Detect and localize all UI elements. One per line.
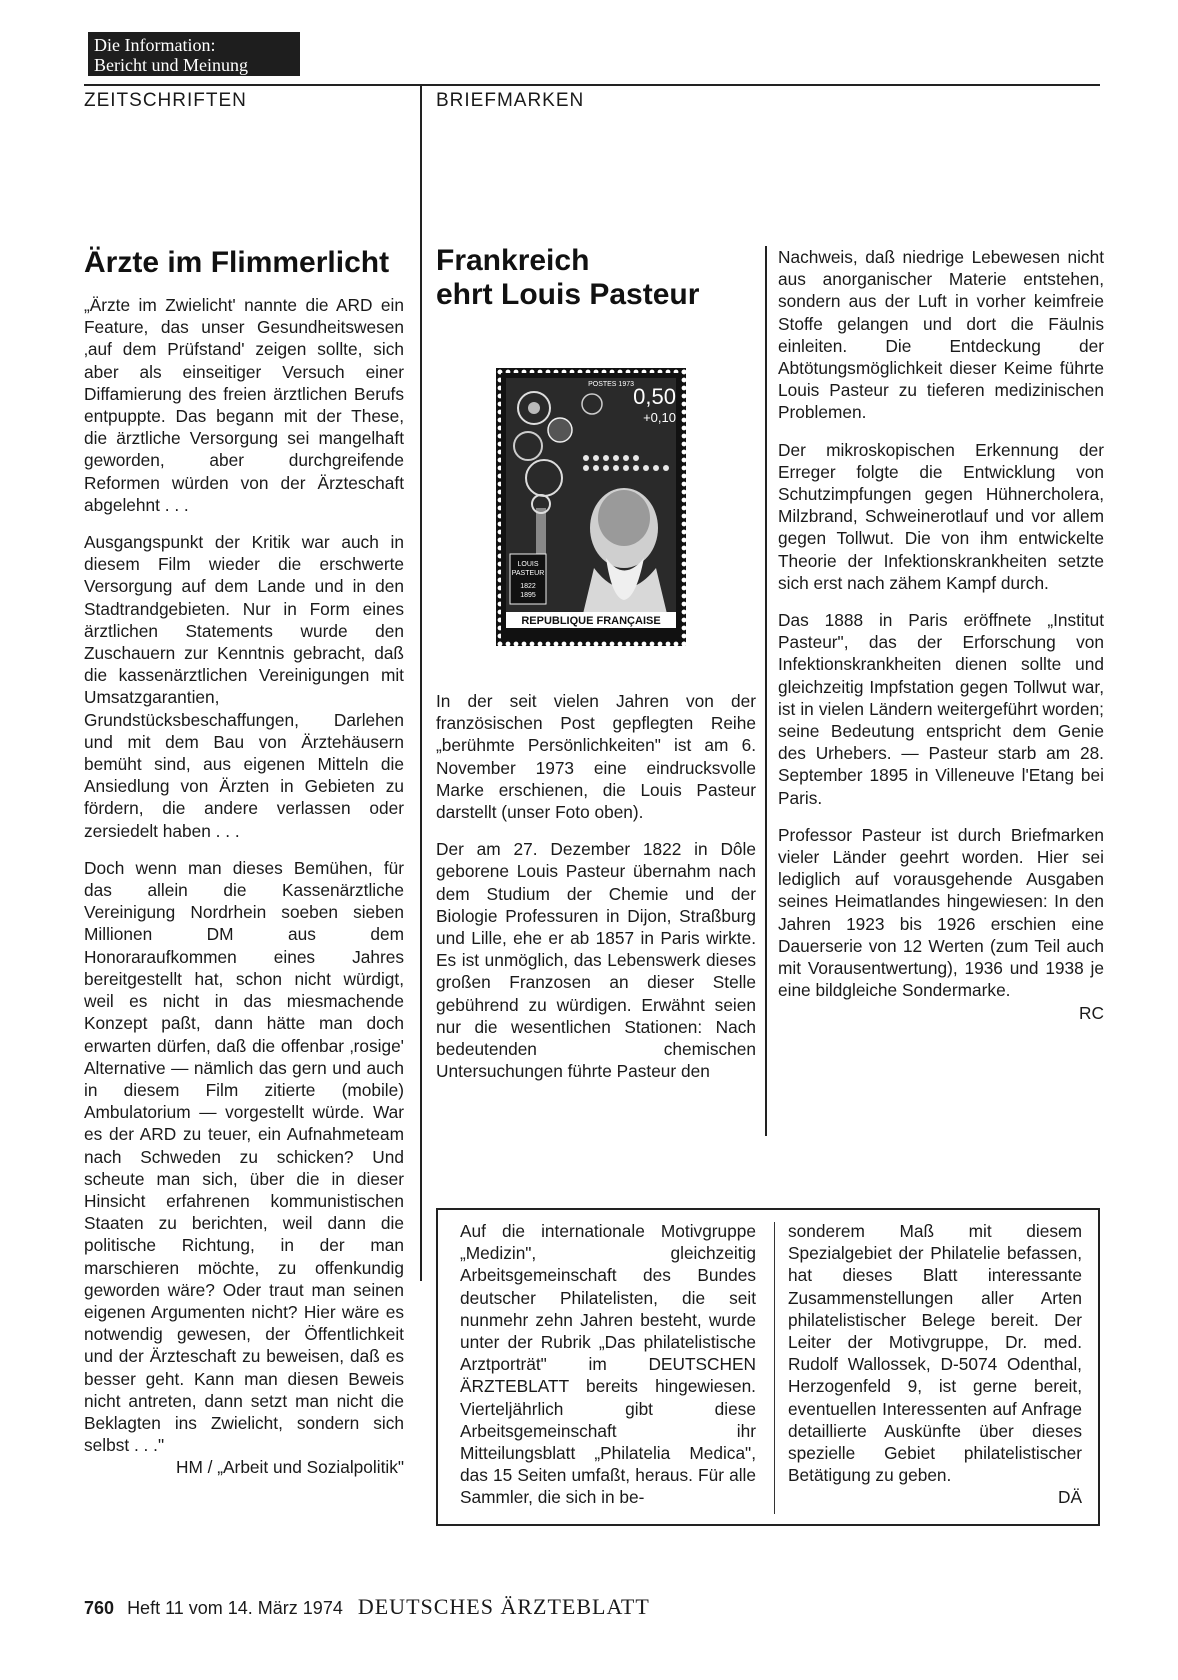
stamp-name-2: PASTEUR — [511, 570, 545, 577]
left-paragraph-2: Ausgangspunkt der Kritik war auch in diesem Film wieder die erschwerte Versorgung auf dem Lande und in den Stadtrandgebieten. Nur in Form eines ärztlichen Statements wurde den Zuschauern zur Kenntnis gebracht, daß die kassenärztlichen Vereinigungen mit Umsatzgarantien, Grundstücksbeschaffungen, Darlehen und mit dem Bau von Ärztehäusern bemüht sind, aus eigenen Mitteln die Ansiedlung von Ärzten in Gebieten zu fördern, die andere verlassen oder zersiedelt haben . . . — [84, 532, 404, 841]
page-footer — [84, 1594, 650, 1620]
info-box-signature: DÄ — [1057, 1487, 1082, 1508]
left-paragraph-3: Doch wenn man dieses Bemühen, für das allein die Kassenärztliche Vereinigung Nordrhein soeben sieben Millionen DM aus dem Honoraraufkommen eines Jahres bereitgestellt hat, schon nicht würdigt, weil es nicht in das miesmachende Konzept paßt, dann hätte man doch erwarten dürfen, daß die offenbar ‚rosige' Alternative — nämlich das gern und auch in diesem Film zitierte (mobile) Ambulatorium — vorgestellt würde. War es der ARD zu teuer, ein Aufnahmeteam nach Schweden zu schicken? Und scheute man sich, über die in dieser Hinsicht erfahrenen kommunistischen Staaten zu berichten, weil dann die politische Richtung, in der man marschieren möchte, zu offenkundig geworden wäre? Oder traut man seinen eigenen Argumenten nicht? Hier wäre es notwendig gewesen, der Öffentlichkeit und der Ärzteschaft zu beweisen, daß es besser geht. Kann man diesen Beweis nicht antreten, dann setzt man nicht die Beklagten ins Zwielicht, sondern sich selbst . . ." — [84, 857, 404, 1456]
pasteur-stamp-image — [496, 368, 686, 646]
left-byline: HM / „Arbeit und Sozialpolitik" — [176, 1457, 404, 1478]
right-paragraph-6: Professor Pasteur ist durch Briefmarken vieler Länder geehrt worden. Hier sei lediglich auf vorausgehende Ausgaben seines Heimatlandes hingewiesen: In den Jahren 1923 bis 1926 erschien eine Dauerserie von 12 Werten (zum Teil auch mit Vorausentwertung), 1936 und 1938 je eine bildgleiche Sondermarke. — [778, 824, 1104, 1001]
section-label-right: BRIEFMARKEN — [436, 90, 585, 111]
column-divider-right — [765, 246, 767, 1136]
badge-line-2: Bericht und Meinung — [94, 55, 248, 75]
stamp-value: 0,50 — [633, 384, 676, 409]
right-title-line-1: Frankreich — [436, 244, 590, 277]
right-article-col-3 — [778, 246, 1104, 1024]
section-label-left: ZEITSCHRIFTEN — [84, 90, 247, 111]
stamp-year-1: 1822 — [520, 583, 536, 590]
issue-info: Heft 11 vom 14. März 1974 — [127, 1598, 343, 1618]
magazine-name: DEUTSCHES ÄRZTEBLATT — [357, 1594, 650, 1619]
right-title-line-2: ehrt Louis Pasteur — [436, 278, 700, 311]
header-rule — [84, 84, 1100, 86]
right-paragraph-1: In der seit vielen Jahren von der französischen Post gepflegten Reihe „berühmte Persönlichkeiten" ist am 6. November 1973 eine eindrucksvolle Marke erschienen, die Louis Pasteur darstellt (unser Foto oben). — [436, 691, 756, 823]
left-article-title: Ärzte im Flimmerlicht — [84, 246, 390, 279]
info-box-text-2: sonderem Maß mit diesem Spezialgebiet der Philatelie befassen, hat dieses Blatt interessante Zusammenstellungen aller Arten philatelistischer Belege bereit. Der Leiter der Motivgruppe, Dr. med. Rudolf Wallossek, D-5074 Odenthal, Herzogenfeld 9, ist gerne bereit, eventuellen Interessenten auf Anfrage detaillierte Auskünfte über dieses spezielle Gebiet philatelistischer Betätigung zu geben. — [788, 1221, 1082, 1486]
stamp-surcharge: +0,10 — [643, 410, 676, 425]
page-number: 760 — [84, 1598, 115, 1618]
right-paragraph-3: Nachweis, daß niedrige Lebewesen nicht aus anorganischer Materie entstehen, sondern aus der Luft in vorher keimfreie Stoffe gelangen und dort die Fäulnis einleiten. Die Entdeckung der Abtötungsmöglichkeit dieser Keime führte Louis Pasteur zu tieferen medizinischen Problemen. — [778, 247, 1104, 423]
section-badge — [88, 32, 300, 76]
right-paragraph-2: Der am 27. Dezember 1822 in Dôle geborene Louis Pasteur übernahm nach dem Studium der Chemie und der Biologie Professuren in Dijon, Straßburg und Lille, ehe er ab 1857 in Paris wirkte. Es ist unmöglich, das Lebenswerk dieses großen Franzosen an dieser Stelle gebührend zu würdigen. Erwähnt seien nur die wesentlichen Stationen: Nach bedeutenden chemischen Untersuchungen führte Pasteur den — [436, 839, 756, 1082]
right-paragraph-5: Das 1888 in Paris eröffnete „Institut Pasteur", das der Erforschung von Infektionskrankheiten dienen sollte und gleichzeitig Impfstation gegen Tollwut war, ist in vielen Ländern weitergeführt worden; seine Bedeutung entspricht dem Genie des Urhebers. — Pasteur starb am 28. September 1895 in Villeneuve l'Etang bei Paris. — [778, 610, 1104, 808]
stamp-label-top: POSTES 1973 — [588, 381, 634, 388]
right-signature: RC — [1079, 1002, 1104, 1023]
stamp-year-2: 1895 — [520, 592, 536, 599]
right-article-title — [436, 244, 726, 312]
info-box-col-1 — [460, 1220, 756, 1509]
right-article-col-2 — [436, 690, 756, 1097]
column-divider — [420, 86, 422, 1281]
info-box-text-1: Auf die internationale Motivgruppe „Medizin", gleichzeitig Arbeitsgemeinschaft des Bundes deutscher Philatelisten, die seit nunmehr zehn Jahren besteht, wurde unter der Rubrik „Das philatelistische Arztporträt" im DEUTSCHEN ÄRZTEBLATT bereits hingewiesen. Vierteljährlich gibt diese Arbeitsgemeinschaft ihr Mitteilungsblatt „Philatelia Medica", das 15 Seiten umfaßt, heraus. Für alle Sammler, die sich in be- — [460, 1221, 756, 1508]
left-article-body — [84, 294, 404, 1479]
badge-line-1: Die Information: — [94, 35, 216, 55]
left-paragraph-1: „Ärzte im Zwielicht' nannte die ARD ein Feature, das unser Gesundheitswesen ‚auf dem Prüfstand' zeigen sollte, sich aber als einseitiger Versuch einer Diffamierung des freien ärztlichen Berufs entpuppte. Das begann mit der These, die ärztliche Versorgung sei mangelhaft geworden, aber durchgreifende Reformen würden von der Ärzteschaft abgelehnt . . . — [84, 295, 404, 515]
stamp-name-1: LOUIS — [517, 561, 539, 568]
info-box-divider — [774, 1222, 775, 1514]
stamp-country: REPUBLIQUE FRANÇAISE — [521, 615, 661, 627]
info-box-col-2 — [788, 1220, 1082, 1509]
right-paragraph-4: Der mikroskopischen Erkennung der Erreger folgte die Entwicklung von Schutzimpfungen gegen Hühnercholera, Milzbrand, Schweinerotlauf und vor allem gegen Tollwut. Die von ihm entwickelte Theorie der Infektionskrankheiten setzte sich erst nach zähem Kampf durch. — [778, 439, 1104, 593]
